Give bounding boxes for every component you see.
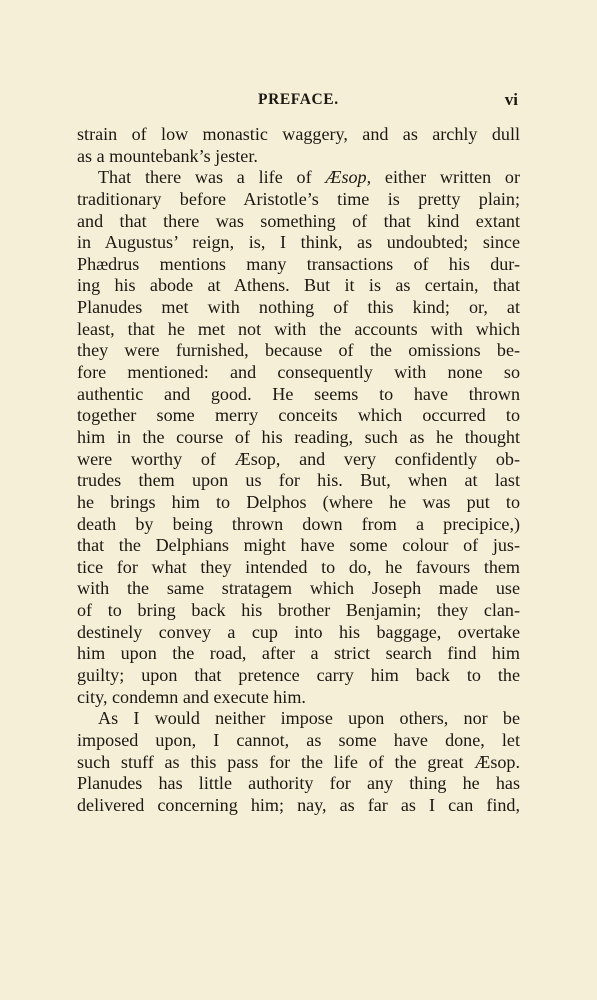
text-line: as a mountebank’s jester.: [77, 145, 258, 166]
text-line: authentic and good. He seems to have thrown: [77, 383, 520, 404]
text-line: with the same stratagem which Joseph made use: [77, 578, 520, 599]
page-header: [77, 86, 518, 116]
text-line: trudes them upon us for his. But, when at last: [77, 470, 520, 491]
text-line: they were furnished, because of the omissions be-: [77, 340, 520, 361]
text-line: traditionary before Aristotle’s time is pretty plain;: [77, 188, 520, 209]
text-line: imposed upon, I cannot, as some have done, let: [77, 729, 520, 750]
text-line: As I would neither impose upon others, nor be: [98, 708, 520, 729]
text-line: together some merry conceits which occurred to: [77, 405, 520, 426]
text-line: were worthy of Æsop, and very confidently ob-: [77, 448, 520, 469]
text-line: he brings him to Delphos (where he was put to: [77, 491, 520, 512]
text-line: delivered concerning him; nay, as far as I can find,: [77, 794, 520, 815]
text-line: tice for what they intended to do, he favours them: [77, 556, 520, 577]
text-line: of to bring back his brother Benjamin; they clan-: [77, 600, 520, 621]
text-line: Planudes met with nothing of this kind; or, at: [77, 297, 520, 318]
text-line: That there was a life of Æsop, either written or: [98, 167, 520, 188]
text-line: guilty; upon that pretence carry him back to the: [77, 665, 520, 686]
text-line: and that there was something of that kind extant: [77, 210, 520, 231]
text-line: that the Delphians might have some colour of jus-: [77, 535, 520, 556]
text-line: Planudes has little authority for any thing he has: [77, 773, 520, 794]
text-line: such stuff as this pass for the life of the great Æsop.: [77, 751, 520, 772]
text-line: city, condemn and execute him.: [77, 686, 306, 707]
text-line: strain of low monastic waggery, and as archly dull: [77, 124, 520, 144]
running-head: PREFACE.: [258, 91, 339, 108]
text-line: Phædrus mentions many transactions of his dur-: [77, 253, 520, 274]
page-number: vi: [504, 90, 518, 109]
text-line: fore mentioned: and consequently with none so: [77, 362, 520, 383]
text-line: least, that he met not with the accounts with which: [77, 318, 520, 339]
body-text: [77, 124, 520, 817]
text-line: him in the course of his reading, such as he thought: [77, 426, 520, 447]
text-line: in Augustus’ reign, is, I think, as undoubted; since: [77, 232, 520, 253]
text-line: death by being thrown down from a precipice,): [77, 513, 520, 534]
text-line: him upon the road, after a strict search find him: [77, 643, 520, 664]
text-line: ing his abode at Athens. But it is as certain, that: [77, 275, 520, 296]
text-line: destinely convey a cup into his baggage, overtake: [77, 621, 520, 642]
